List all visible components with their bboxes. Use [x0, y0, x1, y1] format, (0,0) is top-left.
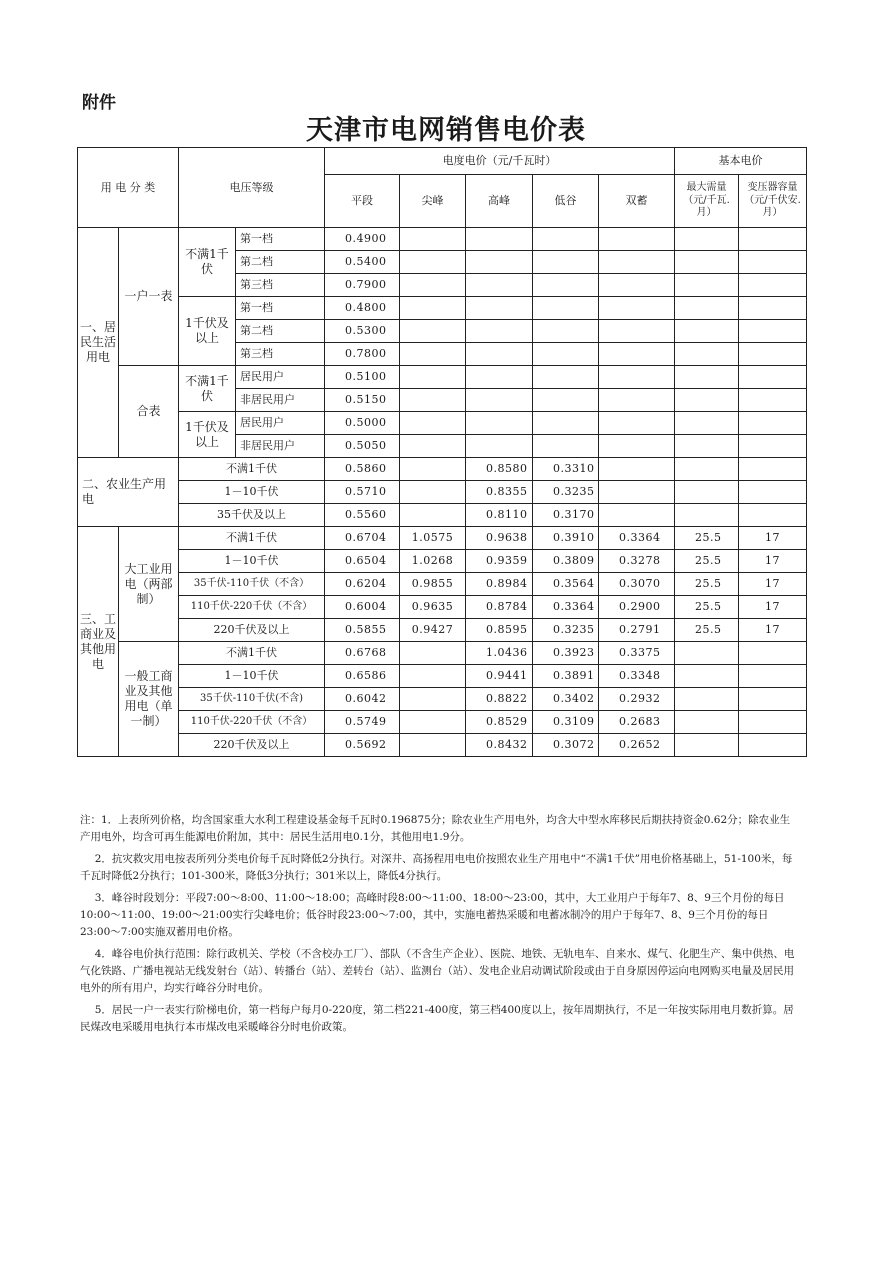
- price-cell: 1.0575: [400, 527, 466, 550]
- price-cell: 0.3278: [599, 550, 675, 573]
- price-cell: 0.2791: [599, 619, 675, 642]
- price-cell: 0.5100: [325, 366, 400, 389]
- voltage-label: 1－10千伏: [179, 481, 325, 504]
- industrial-category: 三、工商业及其他用电: [78, 527, 119, 757]
- note-4: 4．峰谷电价执行范围：除行政机关、学校（不含校办工厂）、部队（不含生产企业）、医院、地铁、无轨电车、自来水、煤气、化肥生产、集中供热、电气化铁路、广播电视站无线发射台（站）、转播台（站）、差转台（站）、监测台（站）、发电企业启动调试阶段或由于自身原因停运向电网购买电量及居民用电外的所有用户，均实行峰谷分时电价。: [80, 948, 795, 994]
- header-high: 高峰: [466, 175, 533, 228]
- price-cell: 0.6504: [325, 550, 400, 573]
- voltage-label: 35千伏-110千伏（不含）: [179, 573, 325, 596]
- header-energy-price: 电度电价（元/千瓦时）: [325, 148, 675, 175]
- agriculture-category: 二、农业生产用电: [78, 458, 179, 527]
- price-cell: 0.3375: [599, 642, 675, 665]
- header-low: 低谷: [533, 175, 599, 228]
- user-type-label: 非居民用户: [236, 435, 325, 458]
- residential-over-1kv: 1千伏及以上: [179, 297, 236, 366]
- price-cell: 1.0268: [400, 550, 466, 573]
- price-cell: 0.3364: [599, 527, 675, 550]
- header-category: 用 电 分 类: [78, 148, 179, 228]
- industrial-large: 大工业用电（两部制）: [119, 527, 179, 642]
- price-cell: 0.3310: [533, 458, 599, 481]
- price-cell: 0.9427: [400, 619, 466, 642]
- note-3: 3．峰谷时段划分：平段7:00～8:00、11:00～18:00；高峰时段8:00～11:00、18:00～23:00，其中，大工业用户于每年7、8、9三个月份的每日10:00～11:00、19:00～21:00实行尖峰电价；低谷时段23:00～7:00，其中，实施电蓄热采暖和电蓄冰制冷的用户于每年7、8、9三个月份的每日23:00～7:00实施双蓄用电价格。: [80, 892, 785, 938]
- price-cell: 0.3364: [533, 596, 599, 619]
- voltage-label: 110千伏-220千伏（不含）: [179, 711, 325, 734]
- price-cell: 0.5000: [325, 412, 400, 435]
- price-cell: 0.3348: [599, 665, 675, 688]
- price-cell: 0.3072: [533, 734, 599, 757]
- note-5: 5．居民一户一表实行阶梯电价，第一档每户每月0-220度，第二档221-400度，第三档400度以上，按年周期执行，不足一年按实际用电月数折算。居民煤改电采暖用电执行本市煤改电采暖峰谷分时电价政策。: [80, 1004, 794, 1033]
- tier-label: 第二档: [236, 251, 325, 274]
- tier-label: 第二档: [236, 320, 325, 343]
- tier-label: 第三档: [236, 274, 325, 297]
- price-cell: 0.3402: [533, 688, 599, 711]
- price-cell: 0.5710: [325, 481, 400, 504]
- price-cell: 0.3235: [533, 481, 599, 504]
- tier-label: 第一档: [236, 297, 325, 320]
- price-cell: 0.3809: [533, 550, 599, 573]
- price-cell: 0.5150: [325, 389, 400, 412]
- voltage-label: 220千伏及以上: [179, 619, 325, 642]
- demand-cell: 25.5: [675, 550, 739, 573]
- header-capacity: 变压器容量（元/千伏安.月）: [739, 175, 807, 228]
- header-demand: 最大需量（元/千瓦.月）: [675, 175, 739, 228]
- capacity-cell: 17: [739, 550, 807, 573]
- demand-cell: 25.5: [675, 619, 739, 642]
- price-table: [77, 147, 807, 757]
- price-cell: 0.8110: [466, 504, 533, 527]
- header-flat: 平段: [325, 175, 400, 228]
- price-cell: 1.0436: [466, 642, 533, 665]
- header-peak: 尖峰: [400, 175, 466, 228]
- page-title: 天津市电网销售电价表: [306, 115, 586, 146]
- price-cell: 0.3564: [533, 573, 599, 596]
- price-cell: 0.5749: [325, 711, 400, 734]
- price-cell: 0.7800: [325, 343, 400, 366]
- price-cell: 0.6768: [325, 642, 400, 665]
- capacity-cell: 17: [739, 596, 807, 619]
- price-cell: 0.9855: [400, 573, 466, 596]
- voltage-label: 110千伏-220千伏（不含）: [179, 596, 325, 619]
- price-cell: 0.7900: [325, 274, 400, 297]
- attachment-label: 附件: [82, 93, 116, 113]
- demand-cell: 25.5: [675, 573, 739, 596]
- price-cell: 0.6704: [325, 527, 400, 550]
- user-type-label: 居民用户: [236, 366, 325, 389]
- demand-cell: 25.5: [675, 527, 739, 550]
- capacity-cell: 17: [739, 527, 807, 550]
- price-cell: 0.8595: [466, 619, 533, 642]
- residential-category: 一、居民生活用电: [78, 228, 119, 458]
- price-cell: 0.5860: [325, 458, 400, 481]
- price-cell: 0.5400: [325, 251, 400, 274]
- price-cell: 0.4900: [325, 228, 400, 251]
- price-cell: 0.2932: [599, 688, 675, 711]
- price-cell: 0.3910: [533, 527, 599, 550]
- voltage-label: 1－10千伏: [179, 665, 325, 688]
- price-cell: 0.5300: [325, 320, 400, 343]
- price-cell: 0.6042: [325, 688, 400, 711]
- user-type-label: 居民用户: [236, 412, 325, 435]
- price-cell: 0.8529: [466, 711, 533, 734]
- voltage-label: 220千伏及以上: [179, 734, 325, 757]
- price-cell: 0.5560: [325, 504, 400, 527]
- demand-cell: 25.5: [675, 596, 739, 619]
- user-type-label: 非居民用户: [236, 389, 325, 412]
- residential-one-meter: 一户一表: [119, 228, 179, 366]
- price-cell: 0.8432: [466, 734, 533, 757]
- industrial-general: 一般工商业及其他用电（单一制）: [119, 642, 179, 757]
- price-cell: 0.6204: [325, 573, 400, 596]
- price-cell: 0.8822: [466, 688, 533, 711]
- combined-under-1kv: 不满1千伏: [179, 366, 236, 412]
- price-cell: 0.8580: [466, 458, 533, 481]
- price-cell: 0.3923: [533, 642, 599, 665]
- price-cell: 0.9638: [466, 527, 533, 550]
- price-cell: 0.9441: [466, 665, 533, 688]
- price-cell: 0.9635: [400, 596, 466, 619]
- price-cell: 0.2652: [599, 734, 675, 757]
- price-cell: 0.3170: [533, 504, 599, 527]
- price-cell: 0.3070: [599, 573, 675, 596]
- price-cell: 0.4800: [325, 297, 400, 320]
- price-cell: 0.6586: [325, 665, 400, 688]
- capacity-cell: 17: [739, 619, 807, 642]
- combined-over-1kv: 1千伏及以上: [179, 412, 236, 458]
- residential-combined: 合表: [119, 366, 179, 458]
- price-cell: 0.5692: [325, 734, 400, 757]
- price-cell: 0.2683: [599, 711, 675, 734]
- capacity-cell: 17: [739, 573, 807, 596]
- price-cell: 0.8984: [466, 573, 533, 596]
- price-cell: 0.3235: [533, 619, 599, 642]
- price-cell: 0.9359: [466, 550, 533, 573]
- price-cell: 0.2900: [599, 596, 675, 619]
- header-voltage: 电压等级: [179, 148, 325, 228]
- price-cell: 0.6004: [325, 596, 400, 619]
- voltage-label: 不满1千伏: [179, 642, 325, 665]
- tier-label: 第三档: [236, 343, 325, 366]
- voltage-label: 1－10千伏: [179, 550, 325, 573]
- price-cell: 0.5855: [325, 619, 400, 642]
- notes: [80, 812, 798, 1041]
- residential-under-1kv: 不满1千伏: [179, 228, 236, 297]
- price-cell: 0.3891: [533, 665, 599, 688]
- voltage-label: 不满1千伏: [179, 458, 325, 481]
- price-cell: 0.8355: [466, 481, 533, 504]
- price-cell: 0.3109: [533, 711, 599, 734]
- price-cell: 0.5050: [325, 435, 400, 458]
- note-2: 2．抗灾救灾用电按表所列分类电价每千瓦时降低2分执行。对深井、高扬程用电电价按照农业生产用电中“不满1千伏”用电价格基础上，51-100米，每千瓦时降低2分执行；101-300米，降低3分执行；301米以上，降低4分执行。: [80, 853, 793, 882]
- voltage-label: 35千伏-110千伏(不含): [179, 688, 325, 711]
- voltage-label: 不满1千伏: [179, 527, 325, 550]
- note-1: 注：1．上表所列价格，均含国家重大水利工程建设基金每千瓦时0.196875分；除农业生产用电外，均含大中型水库移民后期扶持资金0.62分；除农业生产用电外，均含可再生能源电价附加，其中：居民生活用电0.1分，其他用电1.9分。: [80, 814, 791, 843]
- header-basic-price: 基本电价: [675, 148, 807, 175]
- price-cell: 0.8784: [466, 596, 533, 619]
- tier-label: 第一档: [236, 228, 325, 251]
- voltage-label: 35千伏及以上: [179, 504, 325, 527]
- header-dual: 双蓄: [599, 175, 675, 228]
